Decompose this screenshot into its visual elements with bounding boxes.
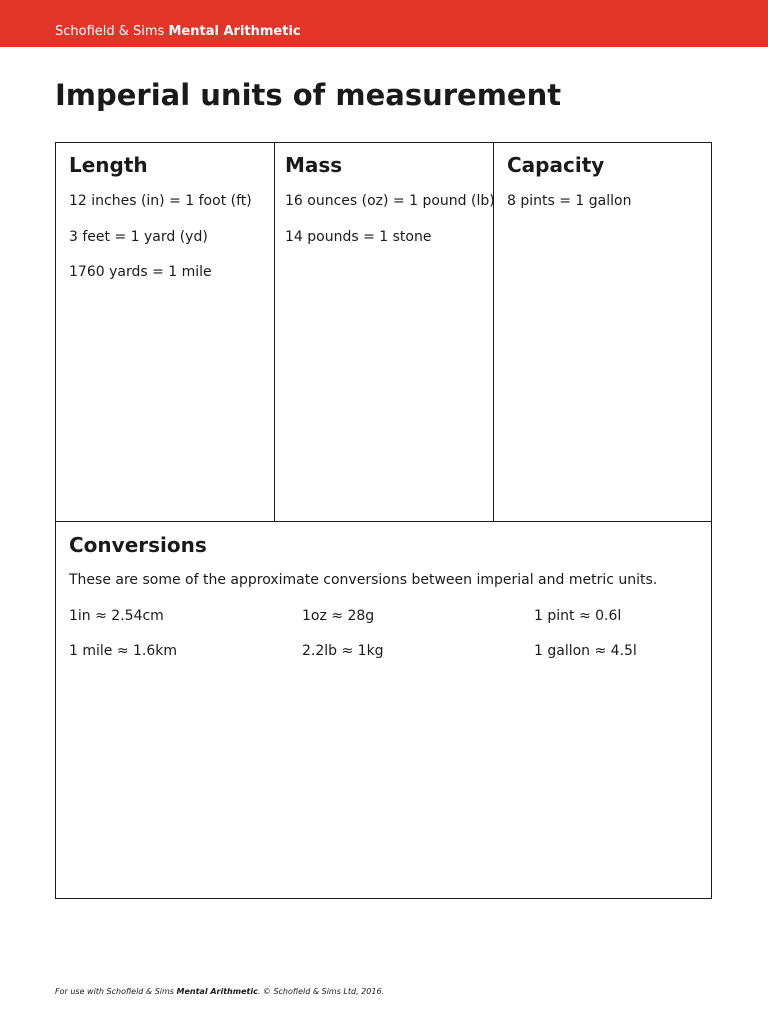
conversions-section <box>56 522 711 898</box>
brand-prefix: Schofield & Sims <box>55 24 165 39</box>
conversion-item: 1 mile ≈ 1.6km <box>69 643 178 659</box>
mass-line: 16 ounces (oz) = 1 pound (lb) <box>285 193 495 209</box>
conversion-item: 2.2lb ≈ 1kg <box>302 643 384 659</box>
brand-title: Mental Arithmetic <box>168 24 301 39</box>
footer-prefix: For use with Schofield & Sims <box>55 987 174 996</box>
conversion-item: 1 pint ≈ 0.6l <box>534 608 622 624</box>
header-bar <box>0 0 768 47</box>
conversion-item: 1 gallon ≈ 4.5l <box>534 643 637 659</box>
footer-suffix: . © Schofield & Sims Ltd, 2016. <box>257 987 385 996</box>
units-table <box>55 142 712 899</box>
conversion-item: 1oz ≈ 28g <box>302 608 375 624</box>
mass-heading: Mass <box>285 153 343 177</box>
capacity-heading: Capacity <box>507 153 605 177</box>
capacity-section <box>494 143 711 521</box>
length-line: 12 inches (in) = 1 foot (ft) <box>69 193 252 209</box>
brand-label <box>55 24 301 39</box>
footer-title: Mental Arithmetic <box>176 987 258 996</box>
length-section <box>56 143 274 521</box>
length-line: 3 feet = 1 yard (yd) <box>69 229 208 245</box>
mass-line: 14 pounds = 1 stone <box>285 229 432 245</box>
conversions-heading: Conversions <box>69 533 207 557</box>
conversion-item: 1in ≈ 2.54cm <box>69 608 164 624</box>
mass-section <box>275 143 493 521</box>
length-line: 1760 yards = 1 mile <box>69 264 212 280</box>
footer-credit <box>55 987 384 996</box>
capacity-line: 8 pints = 1 gallon <box>507 193 632 209</box>
conversions-intro: These are some of the approximate conversions between imperial and metric units. <box>69 572 658 588</box>
page-title: Imperial units of measurement <box>55 78 562 112</box>
length-heading: Length <box>69 153 148 177</box>
